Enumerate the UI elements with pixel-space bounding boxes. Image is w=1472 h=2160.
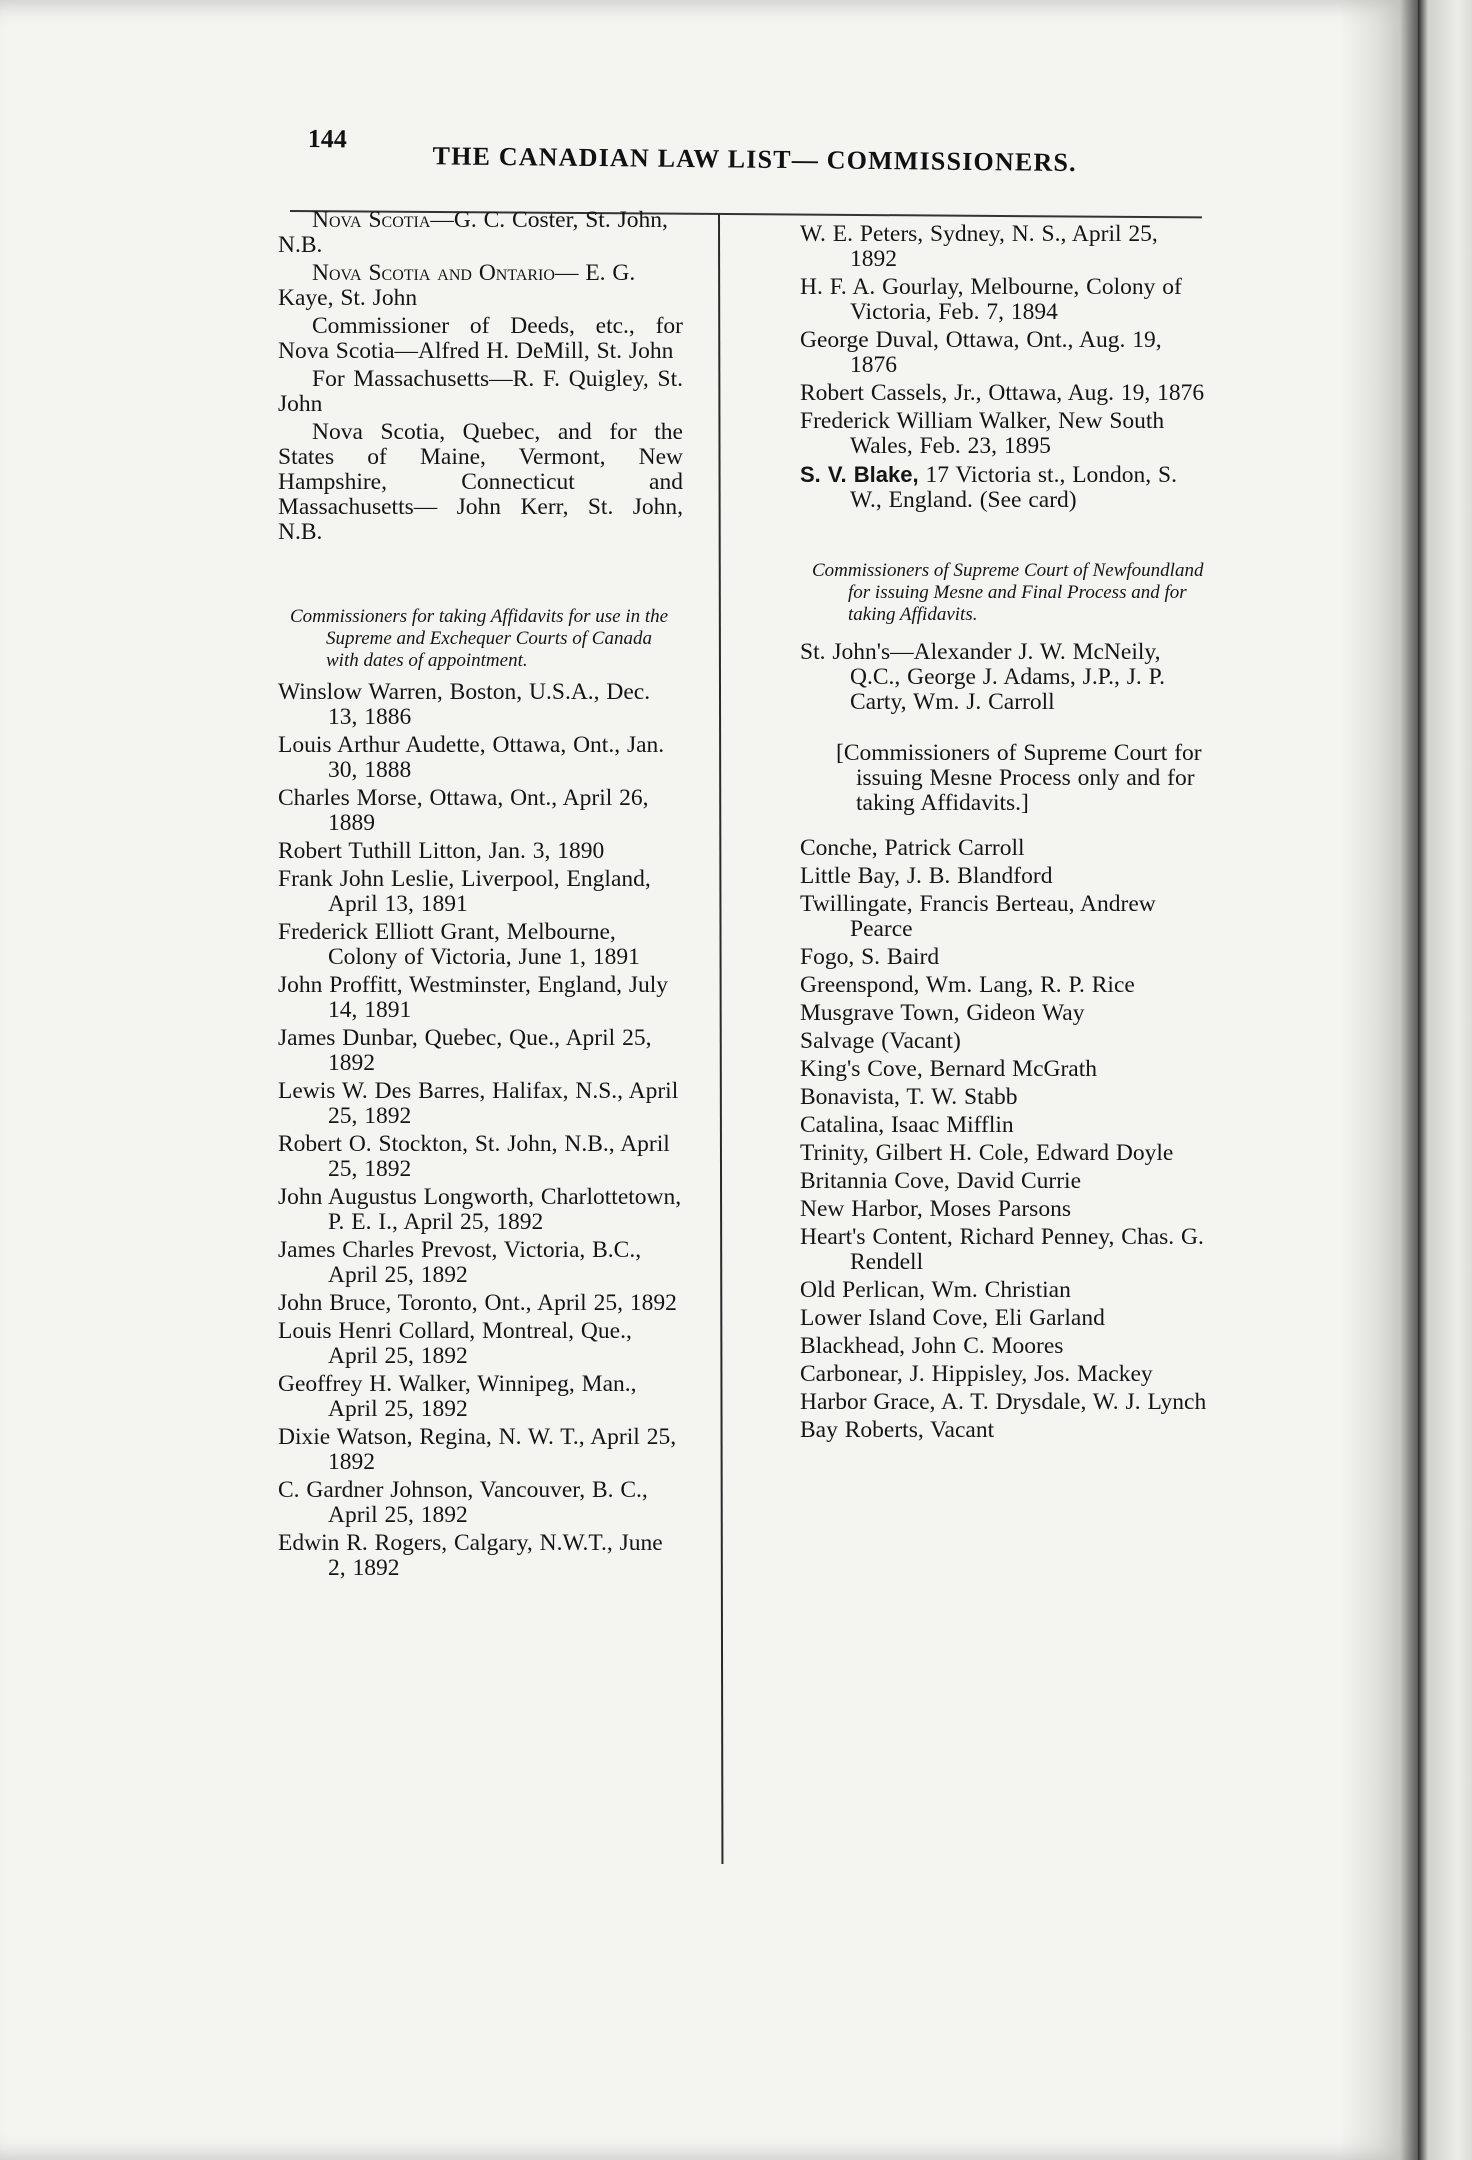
column-divider (718, 214, 723, 1864)
outport-entry: Old Perlican, Wm. Christian (800, 1277, 1071, 1303)
commissioner-entry: James Dunbar, Quebec, Que., April 25, 1892 (278, 1025, 652, 1076)
outport-entry: Salvage (Vacant) (800, 1028, 961, 1054)
commissioner-entry: W. E. Peters, Sydney, N. S., April 25, 1892 (800, 221, 1158, 272)
outport-entry: Carbonear, J. Hippisley, Jos. Mackey (800, 1361, 1153, 1387)
outport-entry: New Harbor, Moses Parsons (800, 1196, 1071, 1222)
commissioner-entry: Lewis W. Des Barres, Halifax, N.S., April 25, 1892 (278, 1078, 679, 1129)
commissioner-entry: John Augustus Longworth, Charlottetown, P. E. I., April 25, 1892 (278, 1184, 682, 1235)
mesne-process-heading: [Commissioners of Supreme Court for issuing Mesne Process only and for taking Affidavits.] (836, 740, 1202, 816)
outport-entry: Musgrave Town, Gideon Way (800, 1000, 1085, 1026)
outport-entry: Blackhead, John C. Moores (800, 1333, 1064, 1359)
commissioners-list-continued (800, 222, 1208, 459)
intro-paragraph (278, 208, 683, 258)
commissioner-entry: Geoffrey H. Walker, Winnipeg, Man., April 25, 1892 (278, 1371, 637, 1422)
commissioner-entry: John Bruce, Toronto, Ont., April 25, 1892 (278, 1290, 677, 1316)
outport-commissioners-list (800, 836, 1208, 1443)
outport-entry: Twillingate, Francis Berteau, Andrew Pearce (800, 891, 1156, 942)
commissioner-entry: Winslow Warren, Boston, U.S.A., Dec. 13, 1886 (278, 679, 651, 730)
page-gutter-shadow (1340, 0, 1418, 2160)
page-header (307, 118, 1208, 178)
intro-text: — E. G. Kaye, St. John (278, 260, 636, 311)
outport-entry: Conche, Patrick Carroll (800, 835, 1025, 861)
commissioner-entry: Charles Morse, Ottawa, Ont., April 26, 1889 (278, 785, 649, 836)
intro-paragraph (278, 261, 683, 311)
outport-entry: King's Cove, Bernard McGrath (800, 1056, 1098, 1082)
blake-name: S. V. Blake, (800, 462, 919, 487)
commissioner-entry: Louis Henri Collard, Montreal, Que., April 25, 1892 (278, 1318, 632, 1369)
right-column (800, 222, 1208, 1446)
st-johns-entry: St. John's—Alexander J. W. McNeily, Q.C., George J. Adams, J.P., J. P. Carty, Wm. J. Carroll (800, 639, 1166, 715)
outport-entry: Britannia Cove, David Currie (800, 1168, 1082, 1194)
commissioner-entry: Edwin R. Rogers, Calgary, N.W.T., June 2, 1892 (278, 1530, 663, 1581)
spacer (800, 516, 1208, 546)
blake-entry (800, 462, 1208, 513)
intro-text: For Massachusetts—R. F. Quigley, St. John (278, 366, 683, 417)
blake-address: 17 Victoria st., London, S. W., England. (See card) (850, 462, 1177, 513)
jurisdiction-name: Nova Scotia (312, 207, 431, 233)
outport-entry: Bay Roberts, Vacant (800, 1417, 995, 1443)
newfoundland-heading: Commissioners of Supreme Court of Newfoundland for issuing Mesne and Final Process and for taking Affidavits. (812, 560, 1204, 625)
commissioner-entry: George Duval, Ottawa, Ont., Aug. 19, 1876 (800, 327, 1162, 378)
intro-paragraphs (278, 208, 683, 545)
outport-entry: Little Bay, J. B. Blandford (800, 863, 1053, 889)
commissioner-entry: H. F. A. Gourlay, Melbourne, Colony of Victoria, Feb. 7, 1894 (800, 274, 1182, 325)
commissioner-entry: Robert O. Stockton, St. John, N.B., April 25, 1892 (278, 1131, 670, 1182)
intro-paragraph (278, 314, 683, 364)
commissioner-entry: C. Gardner Johnson, Vancouver, B. C., April 25, 1892 (278, 1477, 648, 1528)
intro-text: Nova Scotia, Quebec, and for the States of Maine, Vermont, New Hampshire, Connecticut and Massachusetts— John Kerr, St. John, N.B. (278, 419, 683, 545)
outport-entry: Trinity, Gilbert H. Cole, Edward Doyle (800, 1140, 1174, 1166)
outport-entry: Lower Island Cove, Eli Garland (800, 1305, 1105, 1331)
intro-paragraph (278, 420, 683, 545)
commissioner-entry: James Charles Prevost, Victoria, B.C., April 25, 1892 (278, 1237, 642, 1288)
affidavit-commissioners-list (278, 680, 683, 1581)
outport-entry: Harbor Grace, A. T. Drysdale, W. J. Lynch (800, 1389, 1207, 1415)
spacer (278, 548, 683, 592)
outport-entry: Bonavista, T. W. Stabb (800, 1084, 1018, 1110)
commissioner-entry: Frank John Leslie, Liverpool, England, April 13, 1891 (278, 866, 651, 917)
commissioner-entry: Robert Cassels, Jr., Ottawa, Aug. 19, 1876 (800, 380, 1205, 406)
outport-entry: Heart's Content, Richard Penney, Chas. G. Rendell (800, 1224, 1204, 1275)
left-column (278, 208, 683, 1584)
outport-entry: Greenspond, Wm. Lang, R. P. Rice (800, 972, 1135, 998)
intro-text: —G. C. Coster, St. John, N.B. (278, 207, 668, 258)
jurisdiction-name: Nova Scotia and Ontario (312, 260, 555, 286)
commissioner-entry: Frederick Elliott Grant, Melbourne, Colony of Victoria, June 1, 1891 (278, 919, 640, 970)
page-number: 144 (307, 123, 347, 154)
commissioner-entry: Frederick William Walker, New South Wales, Feb. 23, 1895 (800, 408, 1165, 459)
intro-paragraph (278, 367, 683, 417)
outport-entry: Fogo, S. Baird (800, 944, 940, 970)
commissioner-entry: John Proffitt, Westminster, England, July 14, 1891 (278, 972, 668, 1023)
running-title: THE CANADIAN LAW LIST— COMMISSIONERS. (432, 141, 1077, 178)
outport-entry: Catalina, Isaac Mifflin (800, 1112, 1014, 1138)
intro-text: Commissioner of Deeds, etc., for Nova Scotia—Alfred H. DeMill, St. John (278, 313, 683, 364)
commissioner-entry: Dixie Watson, Regina, N. W. T., April 25, 1892 (278, 1424, 677, 1475)
affidavit-commissioners-heading: Commissioners for taking Affidavits for use in the Supreme and Exchequer Courts of Canada with dates of appointment. (290, 606, 669, 671)
commissioner-entry: Robert Tuthill Litton, Jan. 3, 1890 (278, 838, 605, 864)
adjacent-page-edge (1418, 0, 1472, 2160)
commissioner-entry: Louis Arthur Audette, Ottawa, Ont., Jan. 30, 1888 (278, 732, 665, 783)
